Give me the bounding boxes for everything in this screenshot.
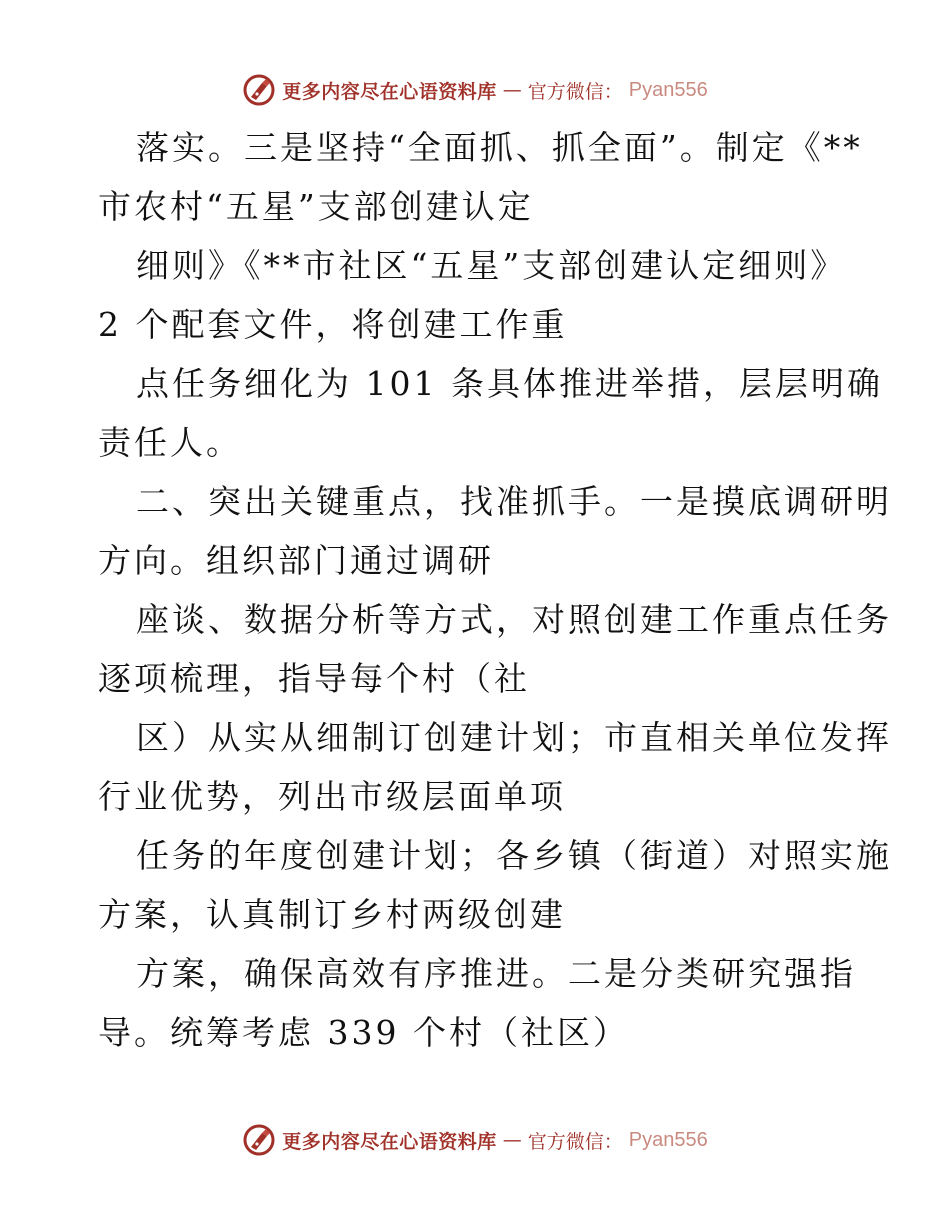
header-separator: — <box>502 79 522 101</box>
footer-separator: — <box>502 1129 522 1151</box>
footer-wechat-label: 官方微信： <box>527 1130 623 1153</box>
footer-banner <box>0 1120 950 1160</box>
text-line: 任务的年度创建计划；各乡镇（街道）对照实施 <box>136 836 892 875</box>
text-line: 导。统筹考虑 339 个村（社区） <box>98 1013 629 1052</box>
text-line: 市农村“五星”支部创建认定 <box>98 187 534 226</box>
text-line: 行业优势，列出市级层面单项 <box>98 777 566 816</box>
text-line: 点任务细化为 101 条具体推进举措，层层明确 <box>136 364 883 403</box>
pen-nib-logo-icon <box>242 73 276 107</box>
text-line: 责任人。 <box>98 423 242 462</box>
pen-nib-logo-icon <box>242 1123 276 1157</box>
header-wechat-id: Pyan556 <box>628 78 708 101</box>
footer-wechat-id: Pyan556 <box>628 1128 708 1151</box>
footer-promo-text: 更多内容尽在心语资料库 <box>282 1130 497 1153</box>
document-body <box>98 118 892 1062</box>
header-promo-text: 更多内容尽在心语资料库 <box>282 80 497 103</box>
header-wechat-label: 官方微信： <box>527 80 623 103</box>
text-line: 二、突出关键重点，找准抓手。一是摸底调研明 <box>136 482 892 521</box>
text-line: 落实。三是坚持“全面抓、抓全面”。制定《** <box>136 128 863 167</box>
header-banner <box>0 70 950 110</box>
text-line: 区）从实从细制订创建计划；市直相关单位发挥 <box>136 718 892 757</box>
text-line: 逐项梳理，指导每个村（社 <box>98 659 530 698</box>
text-line: 方案，认真制订乡村两级创建 <box>98 895 566 934</box>
text-line: 细则》《**市社区“五星”支部创建认定细则》 <box>136 246 847 285</box>
text-line: 方案，确保高效有序推进。二是分类研究强指 <box>136 954 856 993</box>
text-line: 方向。组织部门通过调研 <box>98 541 494 580</box>
text-line: 座谈、数据分析等方式，对照创建工作重点任务 <box>136 600 892 639</box>
text-line: 2 个配套文件，将创建工作重 <box>98 305 568 344</box>
